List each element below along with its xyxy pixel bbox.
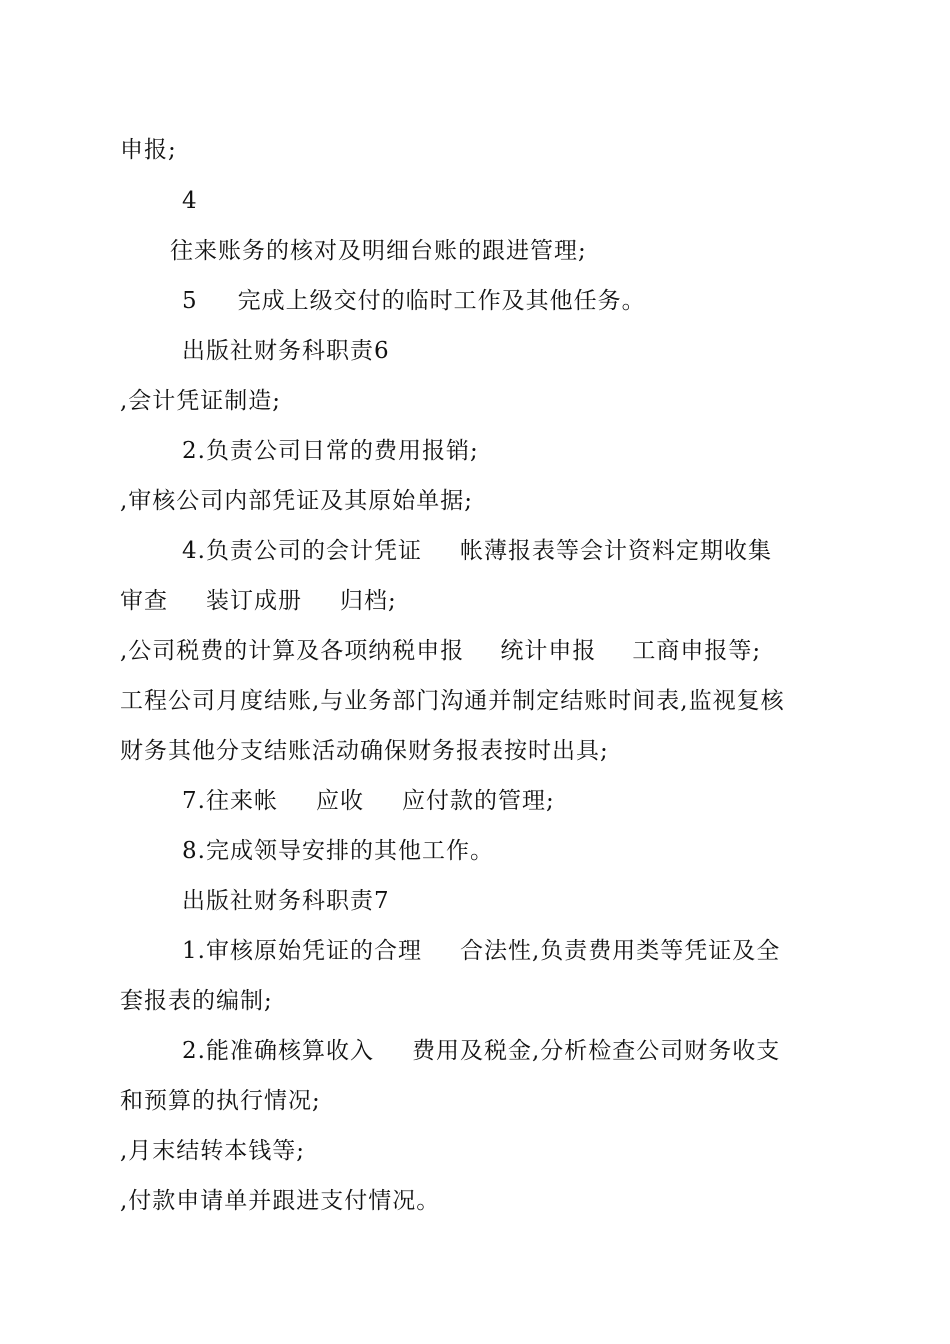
list-number: 5 xyxy=(182,288,198,314)
text-line: ,公司税费的计算及各项纳税申报 统计申报 工商申报等; xyxy=(120,638,762,664)
text-line: 财务其他分支结账活动确保财务报表按时出具; xyxy=(120,738,609,764)
text-line: 套报表的编制; xyxy=(120,988,273,1014)
list-item: 1.审核原始凭证的合理 合法性,负责费用类等凭证及全 xyxy=(182,938,781,964)
list-item-text: 完成上级交付的临时工作及其他任务。 xyxy=(237,288,646,314)
text-line: 申报; xyxy=(120,137,177,163)
list-item: 2.能准确核算收入 费用及税金,分析检查公司财务收支 xyxy=(182,1038,781,1064)
text-line: ,会计凭证制造; xyxy=(120,388,282,414)
text-line: 审查 装订成册 归档; xyxy=(120,588,397,614)
list-item: 2.负责公司日常的费用报销; xyxy=(182,438,479,464)
section-heading: 出版社财务科职责7 xyxy=(182,888,390,914)
list-number: 4 xyxy=(182,188,198,214)
text-line: ,审核公司内部凭证及其原始单据; xyxy=(120,488,474,514)
section-heading: 出版社财务科职责6 xyxy=(182,338,390,364)
list-item: 4.负责公司的会计凭证 帐薄报表等会计资料定期收集 xyxy=(182,538,772,564)
text-line: ,付款申请单并跟进支付情况。 xyxy=(120,1188,441,1214)
list-item: 8.完成领导安排的其他工作。 xyxy=(182,838,494,864)
list-item xyxy=(182,286,646,316)
text-line: 往来账务的核对及明细台账的跟进管理; xyxy=(170,238,587,264)
text-line: 工程公司月度结账,与业务部门沟通并制定结账时间表,监视复核 xyxy=(120,688,785,714)
text-line: ,月末结转本钱等; xyxy=(120,1138,306,1164)
list-item: 7.往来帐 应收 应付款的管理; xyxy=(182,788,555,814)
text-line: 和预算的执行情况; xyxy=(120,1088,321,1114)
